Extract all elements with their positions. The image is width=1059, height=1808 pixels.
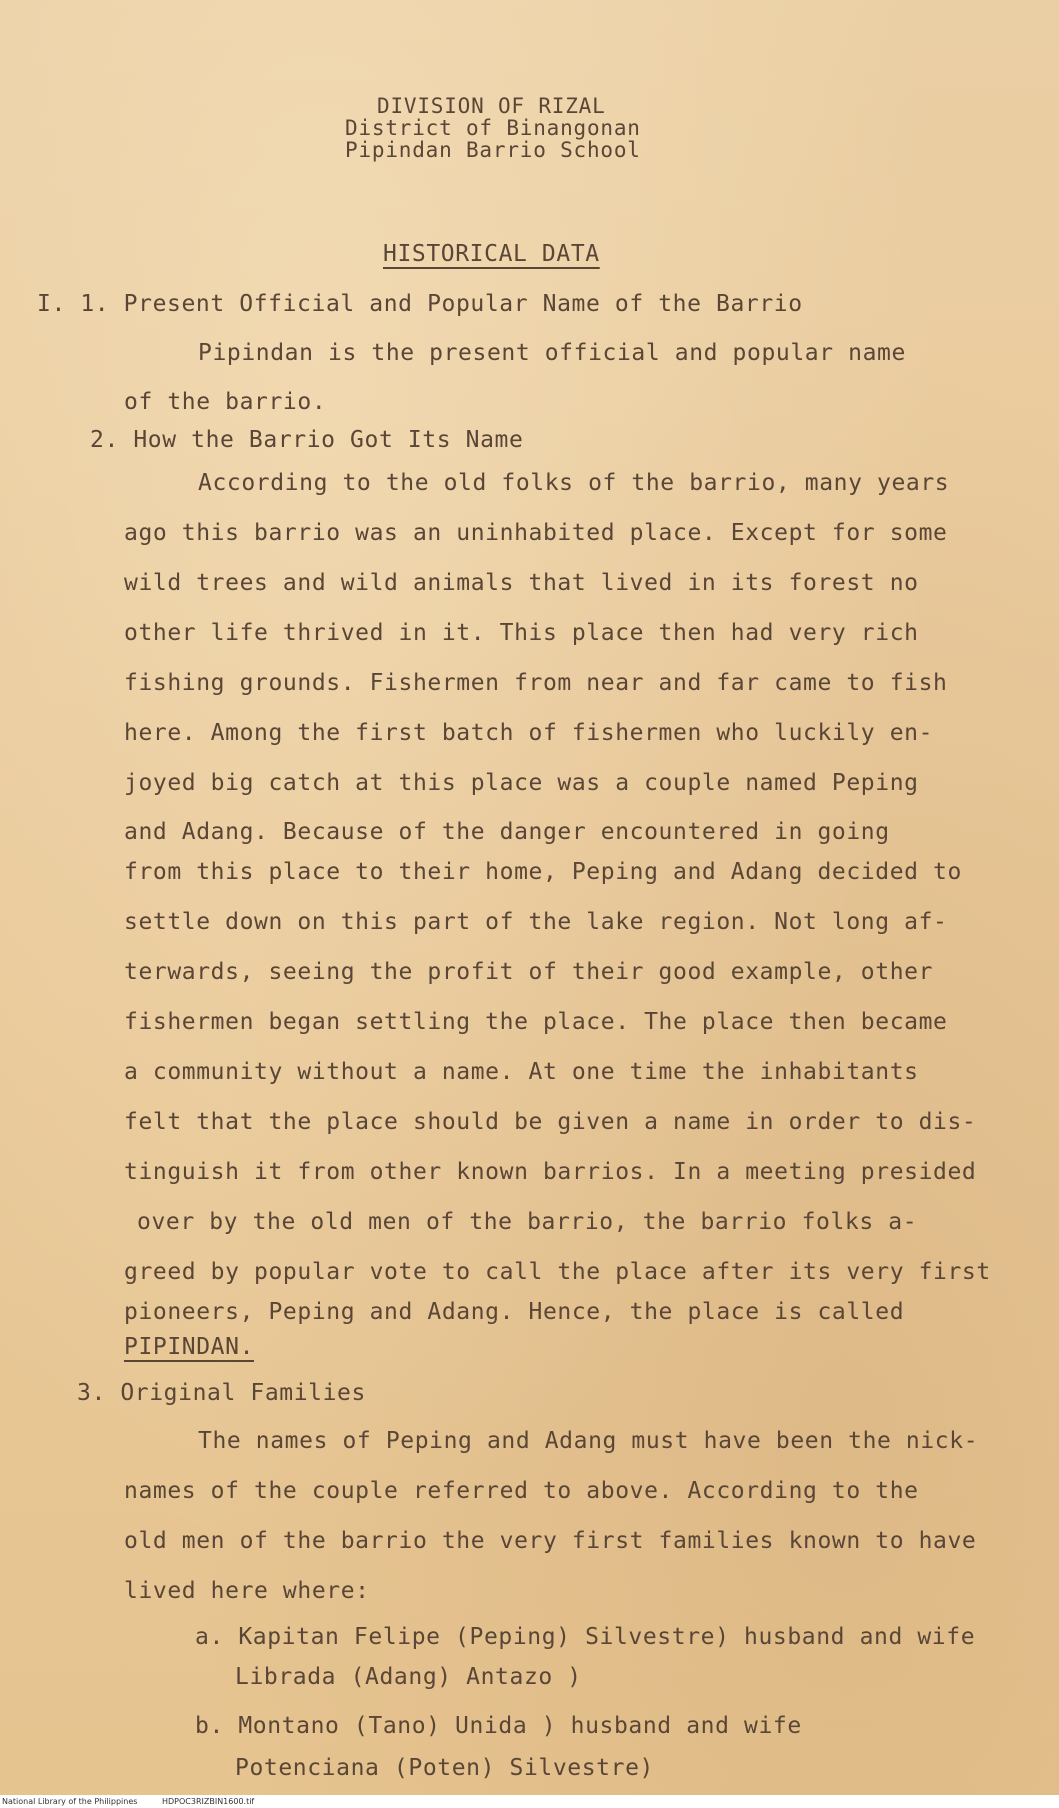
section2-line-8: and Adang. Because of the danger encountered in going [124, 819, 890, 845]
section2-line-11: terwards, seeing the profit of their good example, other [124, 959, 934, 985]
section2-line-7: joyed big catch at this place was a couple named Peping [124, 770, 919, 796]
footer-library: National Library of the Philippines [2, 1797, 138, 1806]
section1-line-2: of the barrio. [124, 389, 327, 415]
section2-heading: 2. How the Barrio Got Its Name [90, 427, 524, 453]
footer-file: HDPOC3RIZBIN1600.tif [161, 1797, 255, 1806]
section2-line-4: other life thrived in it. This place then had very rich [124, 620, 919, 646]
section2-line-16: over by the old men of the barrio, the barrio folks a- [137, 1209, 918, 1235]
section2-line-10: settle down on this part of the lake region. Not long af- [124, 909, 948, 935]
document-title: HISTORICAL DATA [383, 241, 600, 267]
section2-line-15: tinguish it from other known barrios. In a meeting presided [124, 1159, 977, 1185]
scan-footer [0, 1795, 1059, 1808]
section2-line-19: PIPINDAN. [124, 1334, 255, 1360]
section2-line-1: According to the old folks of the barrio, many years [198, 470, 950, 496]
header-school: Pipindan Barrio School [345, 138, 641, 162]
section3-line-1: The names of Peping and Adang must have been the nick- [198, 1428, 979, 1454]
section1-line-1: Pipindan is the present official and popular name [198, 340, 906, 366]
section3-heading: 3. Original Families [77, 1380, 366, 1406]
section2-line-9: from this place to their home, Peping and Adang decided to [124, 859, 962, 885]
section3-line-3: old men of the barrio the very first families known to have [124, 1528, 977, 1554]
family-a-line-2: Librada (Adang) Antazo ) [235, 1664, 582, 1690]
section2-line-14: felt that the place should be given a name in order to dis- [124, 1109, 977, 1135]
section2-line-3: wild trees and wild animals that lived in its forest no [124, 570, 919, 596]
family-b-line-1: b. Montano (Tano) Unida ) husband and wife [195, 1713, 802, 1739]
section2-line-17: greed by popular vote to call the place after its very first [124, 1259, 991, 1285]
section2-line-13: a community without a name. At one time the inhabitants [124, 1059, 919, 1085]
header-district: District of Binangonan [345, 116, 641, 140]
family-b-line-2: Potenciana (Poten) Silvestre) [235, 1755, 654, 1781]
section2-line-2: ago this barrio was an uninhabited place. Except for some [124, 520, 948, 546]
section1-heading: I. 1. Present Official and Popular Name of the Barrio [37, 291, 803, 317]
section2-line-12: fishermen began settling the place. The place then became [124, 1009, 948, 1035]
section2-line-5: fishing grounds. Fishermen from near and far came to fish [124, 670, 948, 696]
section3-line-4: lived here where: [124, 1578, 370, 1604]
family-a-line-1: a. Kapitan Felipe (Peping) Silvestre) husband and wife [195, 1624, 976, 1650]
section3-line-2: names of the couple referred to above. According to the [124, 1478, 919, 1504]
section2-line-18: pioneers, Peping and Adang. Hence, the place is called [124, 1299, 905, 1325]
section2-line-6: here. Among the first batch of fishermen who luckily en- [124, 720, 934, 746]
header-division: DIVISION OF RIZAL [377, 94, 606, 118]
